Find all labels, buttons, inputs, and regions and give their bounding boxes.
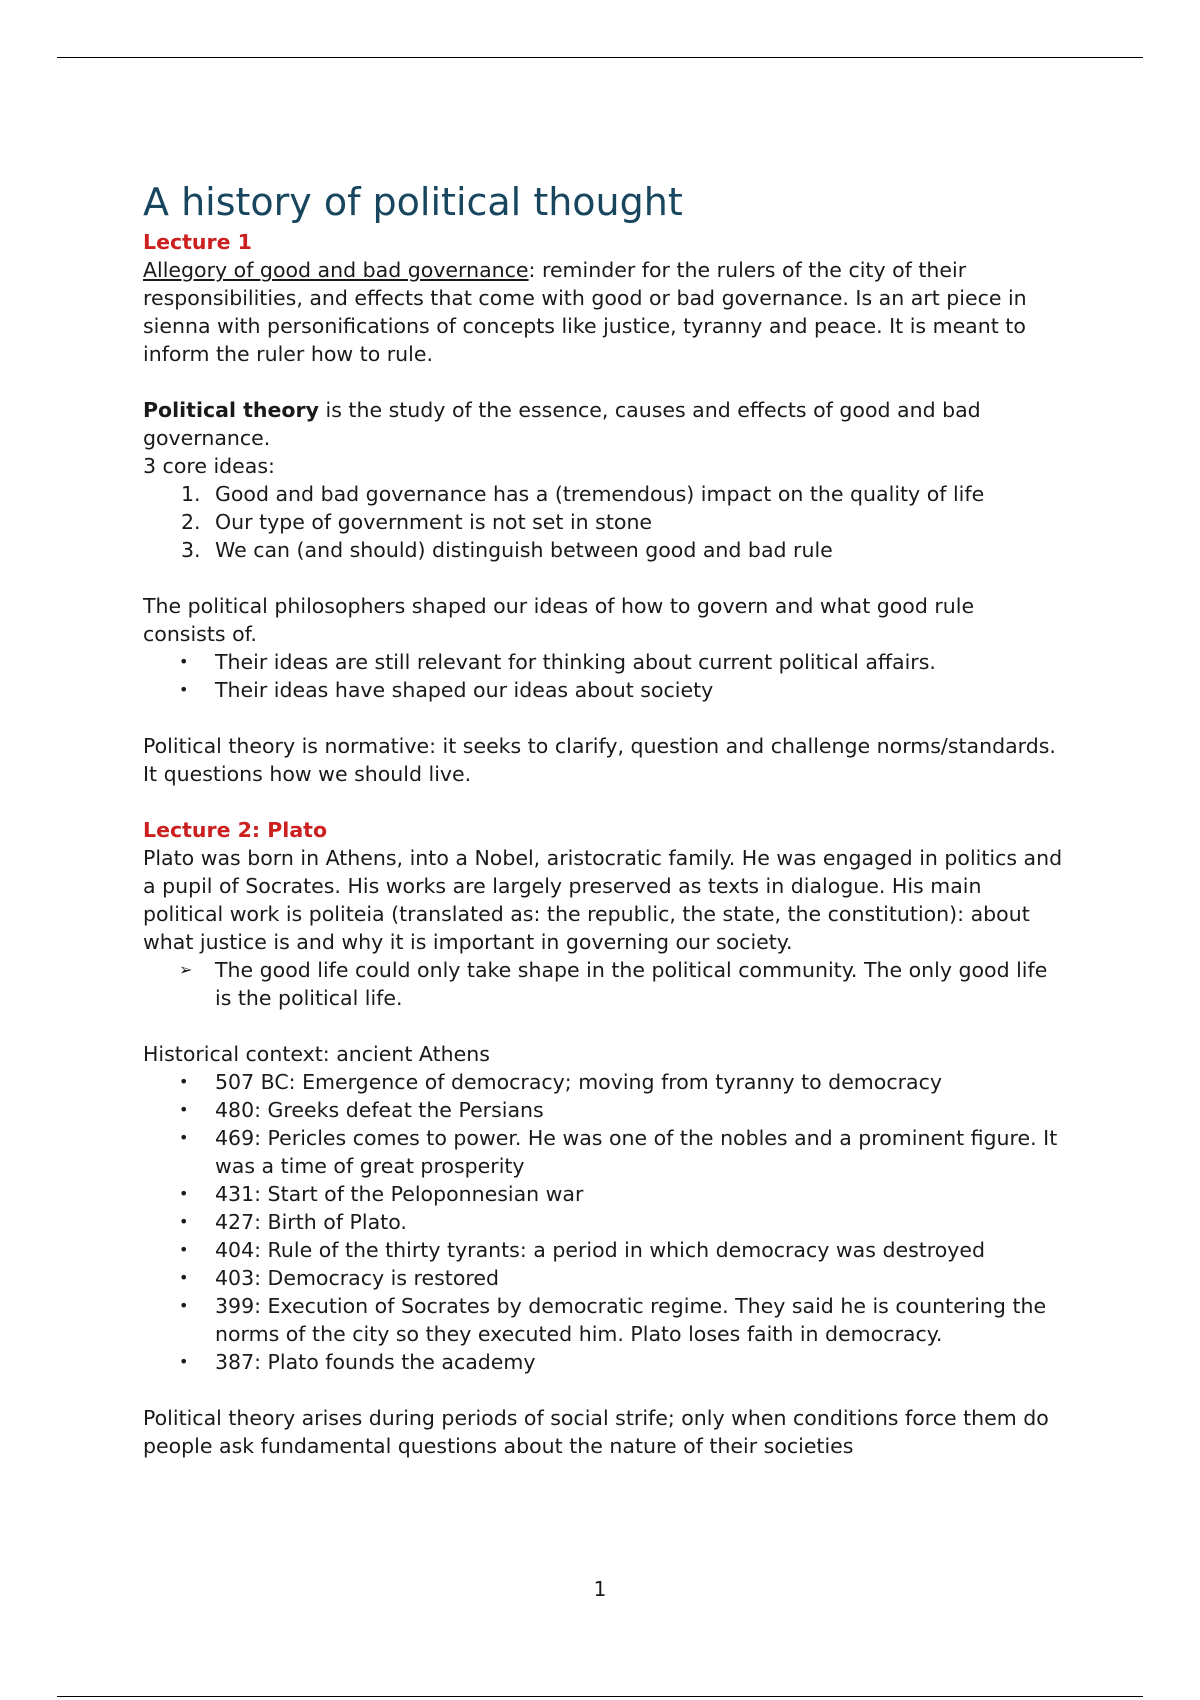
bullet-icon: • bbox=[179, 1352, 189, 1371]
closing-paragraph: Political theory arises during periods of social strife; only when conditions force them do people ask fundamental questions about the nature of their societies bbox=[143, 1406, 1049, 1458]
lecture-2-heading: Lecture 2: Plato bbox=[143, 818, 328, 842]
bullet-icon: • bbox=[179, 1296, 189, 1315]
list-item-text: 507 BC: Emergence of democracy; moving from tyranny to democracy bbox=[215, 1070, 942, 1094]
list-item bbox=[143, 676, 1063, 704]
list-item bbox=[143, 956, 1063, 1012]
bullet-icon: • bbox=[179, 1240, 189, 1259]
allegory-text: : reminder for the rulers of the city of their responsibilities, and effects that come with good or bad governance. Is an art piece in sienna with personifications of concepts like justice, tyranny and peace. It is meant to inform the ruler how to rule. bbox=[143, 258, 1027, 366]
philosophers-bullet-list bbox=[143, 648, 1063, 704]
list-item-text: 403: Democracy is restored bbox=[215, 1266, 499, 1290]
list-item-text: Their ideas are still relevant for thinking about current political affairs. bbox=[215, 650, 936, 674]
list-item bbox=[143, 1124, 1063, 1180]
list-item-text: The good life could only take shape in the political community. The only good life is the political life. bbox=[215, 958, 1048, 1010]
list-item-text: 427: Birth of Plato. bbox=[215, 1210, 407, 1234]
allegory-paragraph bbox=[143, 256, 1063, 368]
header-rule bbox=[57, 57, 1143, 58]
list-item bbox=[143, 1292, 1063, 1348]
list-item bbox=[143, 480, 1063, 508]
list-item-text: Good and bad governance has a (tremendous) impact on the quality of life bbox=[215, 482, 985, 506]
core-ideas-intro: 3 core ideas: bbox=[143, 454, 275, 478]
document-title: A history of political thought bbox=[143, 180, 683, 224]
arrow-bullet-icon: ➢ bbox=[179, 960, 193, 979]
bullet-icon: • bbox=[179, 1128, 189, 1147]
list-item bbox=[143, 536, 1063, 564]
list-item bbox=[143, 1208, 1063, 1236]
allegory-term: Allegory of good and bad governance bbox=[143, 258, 529, 282]
context-heading: Historical context: ancient Athens bbox=[143, 1042, 490, 1066]
document-body bbox=[143, 176, 1063, 1460]
list-item bbox=[143, 1236, 1063, 1264]
list-number: 1. bbox=[181, 482, 201, 506]
arrow-list bbox=[143, 956, 1063, 1012]
bullet-icon: • bbox=[179, 652, 189, 671]
list-item bbox=[143, 508, 1063, 536]
list-item-text: 399: Execution of Socrates by democratic regime. They said he is countering the norms of the city so they executed him. Plato loses faith in democracy. bbox=[215, 1294, 1047, 1346]
bullet-icon: • bbox=[179, 1268, 189, 1287]
normative-paragraph: Political theory is normative: it seeks to clarify, question and challenge norms/standards. It questions how we should live. bbox=[143, 734, 1056, 786]
lecture-1-heading: Lecture 1 bbox=[143, 230, 252, 254]
list-item bbox=[143, 1096, 1063, 1124]
bullet-icon: • bbox=[179, 680, 189, 699]
theory-term: Political theory bbox=[143, 398, 319, 422]
list-number: 3. bbox=[181, 538, 201, 562]
list-item-text: Their ideas have shaped our ideas about society bbox=[215, 678, 714, 702]
timeline-list bbox=[143, 1068, 1063, 1376]
page-number: 1 bbox=[593, 1577, 607, 1601]
list-item-text: 404: Rule of the thirty tyrants: a period in which democracy was destroyed bbox=[215, 1238, 986, 1262]
list-item bbox=[143, 1348, 1063, 1376]
list-number: 2. bbox=[181, 510, 201, 534]
list-item bbox=[143, 1264, 1063, 1292]
list-item-text: We can (and should) distinguish between good and bad rule bbox=[215, 538, 833, 562]
bullet-icon: • bbox=[179, 1100, 189, 1119]
list-item bbox=[143, 1180, 1063, 1208]
bullet-icon: • bbox=[179, 1212, 189, 1231]
list-item bbox=[143, 1068, 1063, 1096]
list-item-text: 469: Pericles comes to power. He was one of the nobles and a prominent figure. It was a time of great prosperity bbox=[215, 1126, 1058, 1178]
list-item-text: 387: Plato founds the academy bbox=[215, 1350, 536, 1374]
list-item-text: Our type of government is not set in stone bbox=[215, 510, 653, 534]
philosophers-paragraph: The political philosophers shaped our ideas of how to govern and what good rule consists of. bbox=[143, 594, 975, 646]
plato-intro-paragraph: Plato was born in Athens, into a Nobel, aristocratic family. He was engaged in politics and a pupil of Socrates. His works are largely preserved as texts in dialogue. His main political work is politeia (translated as: the republic, the state, the constitution): about what justice is and why it is important in governing our society. bbox=[143, 846, 1063, 954]
list-item-text: 480: Greeks defeat the Persians bbox=[215, 1098, 544, 1122]
list-item-text: 431: Start of the Peloponnesian war bbox=[215, 1182, 584, 1206]
footer-rule bbox=[57, 1696, 1143, 1697]
list-item bbox=[143, 648, 1063, 676]
bullet-icon: • bbox=[179, 1072, 189, 1091]
theory-paragraph bbox=[143, 396, 1063, 452]
theory-text: is the study of the essence, causes and effects of good and bad governance. bbox=[143, 398, 981, 450]
core-ideas-list bbox=[143, 480, 1063, 564]
bullet-icon: • bbox=[179, 1184, 189, 1203]
